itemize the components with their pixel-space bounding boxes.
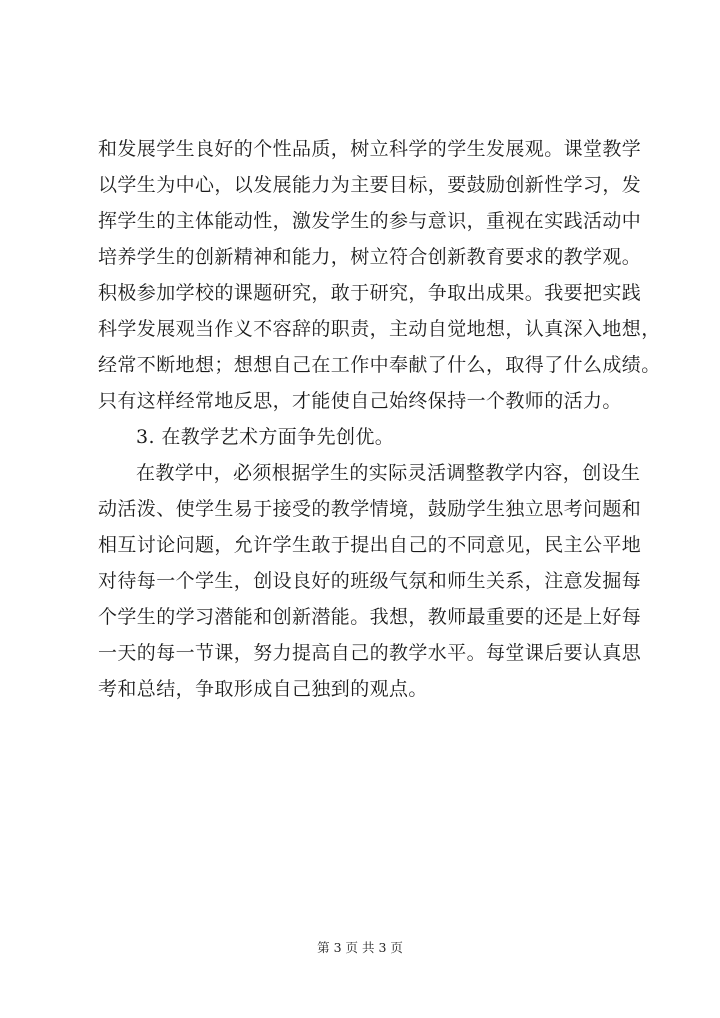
text-line: 对待每一个学生，创设良好的班级气氛和师生关系，注意发掘每	[98, 570, 642, 592]
text-line: 一天的每一节课，努力提高自己的教学水平。每堂课后要认真思	[98, 642, 642, 664]
text-line: 只有这样经常地反思，才能使自己始终保持一个教师的活力。	[98, 390, 622, 412]
text-line: 相互讨论问题，允许学生敢于提出自己的不同意见，民主公平地	[98, 534, 642, 556]
text-line: 积极参加学校的课题研究，敢于研究，争取出成果。我要把实践	[98, 282, 642, 304]
text-line: 在教学中，必须根据学生的实际灵活调整教学内容，创设生	[136, 462, 641, 484]
body-text	[98, 131, 661, 707]
text-line: 和发展学生良好的个性品质，树立科学的学生发展观。课堂教学	[98, 138, 642, 160]
text-line: 科学发展观当作义不容辞的职责，主动自觉地想，认真深入地想，	[98, 318, 661, 340]
text-line: 动活泼、使学生易于接受的教学情境，鼓励学生独立思考问题和	[98, 498, 642, 520]
text-line: 考和总结，争取形成自己独到的观点。	[98, 678, 428, 700]
page-number-footer: 第 3 页 共 3 页	[317, 940, 403, 955]
text-line: 个学生的学习潜能和创新潜能。我想，教师最重要的还是上好每	[98, 606, 642, 628]
text-line: 经常不断地想；想想自己在工作中奉献了什么，取得了什么成绩。	[98, 354, 661, 376]
text-line: 以学生为中心，以发展能力为主要目标，要鼓励创新性学习，发	[98, 174, 642, 196]
section-heading: 3. 在教学艺术方面争先创优。	[136, 426, 395, 448]
text-line: 挥学生的主体能动性，激发学生的参与意识，重视在实践活动中	[98, 210, 642, 232]
text-line: 培养学生的创新精神和能力，树立符合创新教育要求的教学观。	[98, 246, 642, 268]
